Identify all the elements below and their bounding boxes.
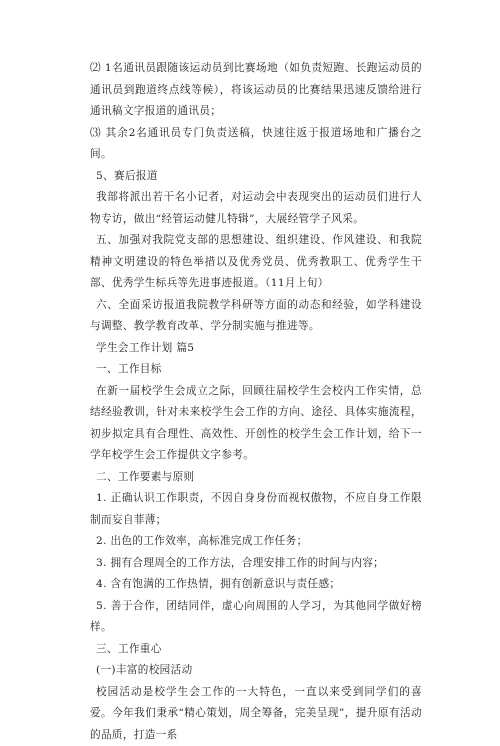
section-heading-principles: 二、工作要素与原则 — [90, 467, 422, 489]
principle-item-3: 3. 拥有合理周全的工作方法，合理安排工作的时间与内容； — [90, 553, 422, 575]
principle-item-2: 2. 出色的工作效率，高标准完成工作任务； — [90, 531, 422, 553]
paragraph-point-six: 六、全面采访报道我院教学科研等方面的动态和经验，如学科建设与调整、教学教育改革、学分制实施与推进等。 — [90, 295, 422, 338]
paragraph-item-2-reporter: ⑵ 1名通讯员跟随该运动员到比赛场地（如负责短跑、长跑运动员的通讯员到跑道终点线等候），将该运动员的比赛结果迅速反馈给进行通讯稿文字报道的通讯员； — [90, 58, 422, 123]
article-title: 学生会工作计划 篇5 — [90, 338, 422, 360]
principle-item-1: 1. 正确认识工作职责，不因自身身份而视权傲物，不应自身工作限制而妄自菲薄； — [90, 488, 422, 531]
document-body — [90, 58, 422, 746]
principle-item-4: 4. 含有饱满的工作热情，拥有创新意识与责任感； — [90, 574, 422, 596]
section-heading-focus: 三、工作重心 — [90, 639, 422, 661]
principle-item-5: 5. 善于合作，团结同伴，虚心向周围的人学习，为其他同学做好榜样。 — [90, 596, 422, 639]
subsection-heading-activities: (一)丰富的校园活动 — [90, 660, 422, 682]
paragraph-goals: 在新一届校学生会成立之际，回顾往届校学生会校内工作实情，总结经验教训，针对未来校学生会工作的方向、途径、具体实施流程，初步拟定具有合理性、高效性、开创性的校学生会工作计划，给下一学年校学生会工作提供文字参考。 — [90, 381, 422, 467]
section-heading-goals: 一、工作目标 — [90, 359, 422, 381]
paragraph-point-five: 五、加强对我院党支部的思想建设、组织建设、作风建设、和我院精神文明建设的特色举措以及优秀党员、优秀教职工、优秀学生干部、优秀学生标兵等先进事迹报道。（11月上旬） — [90, 230, 422, 295]
paragraph-item-3-reporters: ⑶ 其余2名通讯员专门负责送稿，快速往返于报道场地和广播台之间。 — [90, 123, 422, 166]
paragraph-post-race: 我部将派出若干名小记者，对运动会中表现突出的运动员们进行人物专访，做出“经管运动健儿特辑”，大展经管学子风采。 — [90, 187, 422, 230]
paragraph-activities: 校园活动是校学生会工作的一大特色，一直以来受到同学们的喜爱。今年我们秉承“精心策划，周全筹备，完美呈现”，提升原有活动的品质，打造一系 — [90, 682, 422, 746]
section-heading-post-race: 5、赛后报道 — [90, 166, 422, 188]
